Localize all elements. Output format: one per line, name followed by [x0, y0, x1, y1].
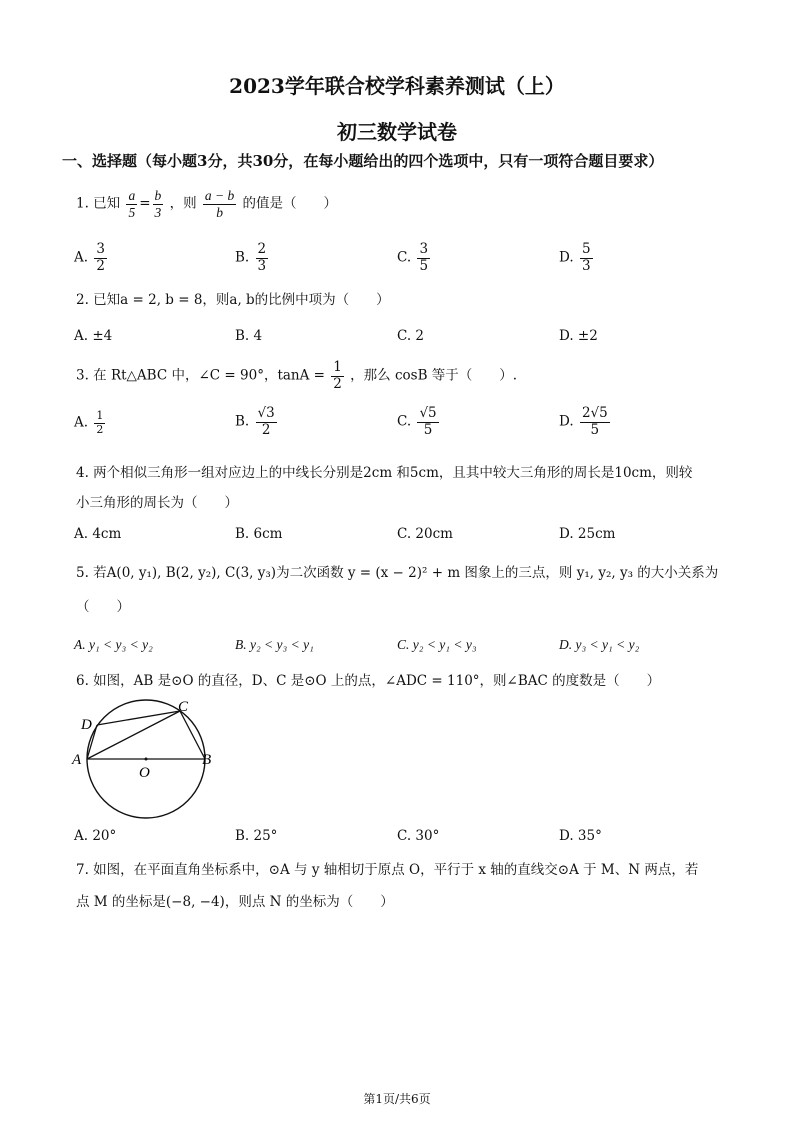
q1-option-a: A. $\frac{3}{2}$ — [74, 241, 105, 274]
q1-option-c: C. $\frac{3}{5}$ — [397, 241, 429, 274]
q3-option-d: D. $\frac{2√5}{5}$ — [559, 405, 608, 438]
q6-option-a: A. 20° — [74, 828, 117, 844]
q1-post: 的值是（ ） — [242, 195, 338, 212]
q1-pre: 1. 已知 — [76, 195, 121, 212]
label-b: B — [202, 752, 212, 768]
label-c: C — [178, 699, 189, 715]
q3-post: ，那么 cosB 等于（ ）. — [350, 367, 518, 384]
q4-option-a: A. 4cm — [74, 526, 122, 542]
question-7-line-1: 7. 如图，在平面直角坐标系中，⊙A 与 y 轴相切于原点 O，平行于 x 轴的直线交⊙A 于 M、N 两点，若 — [76, 862, 699, 878]
question-5-line-1: 5. 若A(0, y₁), B(2, y₂), C(3, y₃)为二次函数 y = (x − 2)² + m 图象上的三点，则 y₁, y₂, y₃ 的大小关系为 — [76, 565, 719, 581]
q4-option-b: B. 6cm — [235, 526, 283, 542]
q4-option-c: C. 20cm — [397, 526, 453, 542]
q2-option-b: B. 4 — [235, 328, 263, 344]
q1-cond-frac-left: $\frac{a}{5}$ — [128, 188, 136, 220]
question-5-line-2: （ ） — [76, 599, 130, 615]
question-1 — [76, 188, 337, 220]
q3-pre: 3. 在 Rt△ABC 中，∠C = 90°，tanA = — [76, 367, 325, 384]
q3-option-c: C. $\frac{√5}{5}$ — [397, 405, 437, 438]
q5-option-b: B. y₂ < y₃ < y₁ — [235, 637, 314, 652]
label-o: O — [139, 765, 150, 781]
question-3 — [76, 360, 517, 392]
q1-expr-frac: $\frac{a - b}{b}$ — [204, 188, 235, 220]
q2-option-d: D. ±2 — [559, 328, 598, 344]
question-6: 6. 如图，AB 是⊙O 的直径，D、C 是⊙O 上的点，∠ADC = 110°，则∠BAC 的度数是（ ） — [76, 673, 661, 689]
q6-option-b: B. 25° — [235, 828, 278, 844]
q5-option-c: C. y₂ < y₁ < y₃ — [397, 637, 477, 652]
center-dot — [145, 758, 148, 761]
q1-mid: ，则 — [169, 195, 197, 212]
q1-cond-frac-right: $\frac{b}{3}$ — [154, 188, 162, 220]
exam-title: 2023学年联合校学科素养测试（上） — [229, 74, 565, 98]
label-a: A — [72, 752, 82, 768]
q6-option-c: C. 30° — [397, 828, 440, 844]
page-number: 第1页/共6页 — [363, 1092, 431, 1106]
exam-subtitle: 初三数学试卷 — [337, 120, 457, 144]
q1-eq: = — [139, 195, 151, 212]
q5-option-d: D. y₃ < y₁ < y₂ — [559, 637, 640, 652]
q1-option-b: B. $\frac{2}{3}$ — [235, 241, 267, 274]
q3-option-b: B. $\frac{√3}{2}$ — [235, 405, 275, 438]
section-heading: 一、选择题（每小题3分，共30分，在每小题给出的四个选项中，只有一项符合题目要求） — [62, 152, 664, 170]
q1-option-d: D. $\frac{5}{3}$ — [559, 241, 591, 274]
q6-circle-figure — [66, 695, 226, 845]
question-4-line-1: 4. 两个相似三角形一组对应边上的中线长分别是2cm 和5cm，且其中较大三角形的周长是10cm，则较 — [76, 465, 693, 481]
q3-option-a: A. $\frac{1}{2}$ — [74, 409, 104, 436]
question-4-line-2: 小三角形的周长为（ ） — [76, 495, 238, 511]
label-d: D — [81, 717, 92, 733]
q4-option-d: D. 25cm — [559, 526, 616, 542]
q5-option-a: A. y₁ < y₃ < y₂ — [74, 637, 153, 652]
q2-option-a: A. ±4 — [74, 328, 113, 344]
question-2: 2. 已知a = 2, b = 8，则a, b的比例中项为（ ） — [76, 292, 390, 308]
question-7-line-2: 点 M 的坐标是(−8, −4)，则点 N 的坐标为（ ） — [76, 894, 394, 910]
q2-option-c: C. 2 — [397, 328, 425, 344]
q3-frac: $\frac{1}{2}$ — [333, 359, 342, 392]
q6-option-d: D. 35° — [559, 828, 602, 844]
